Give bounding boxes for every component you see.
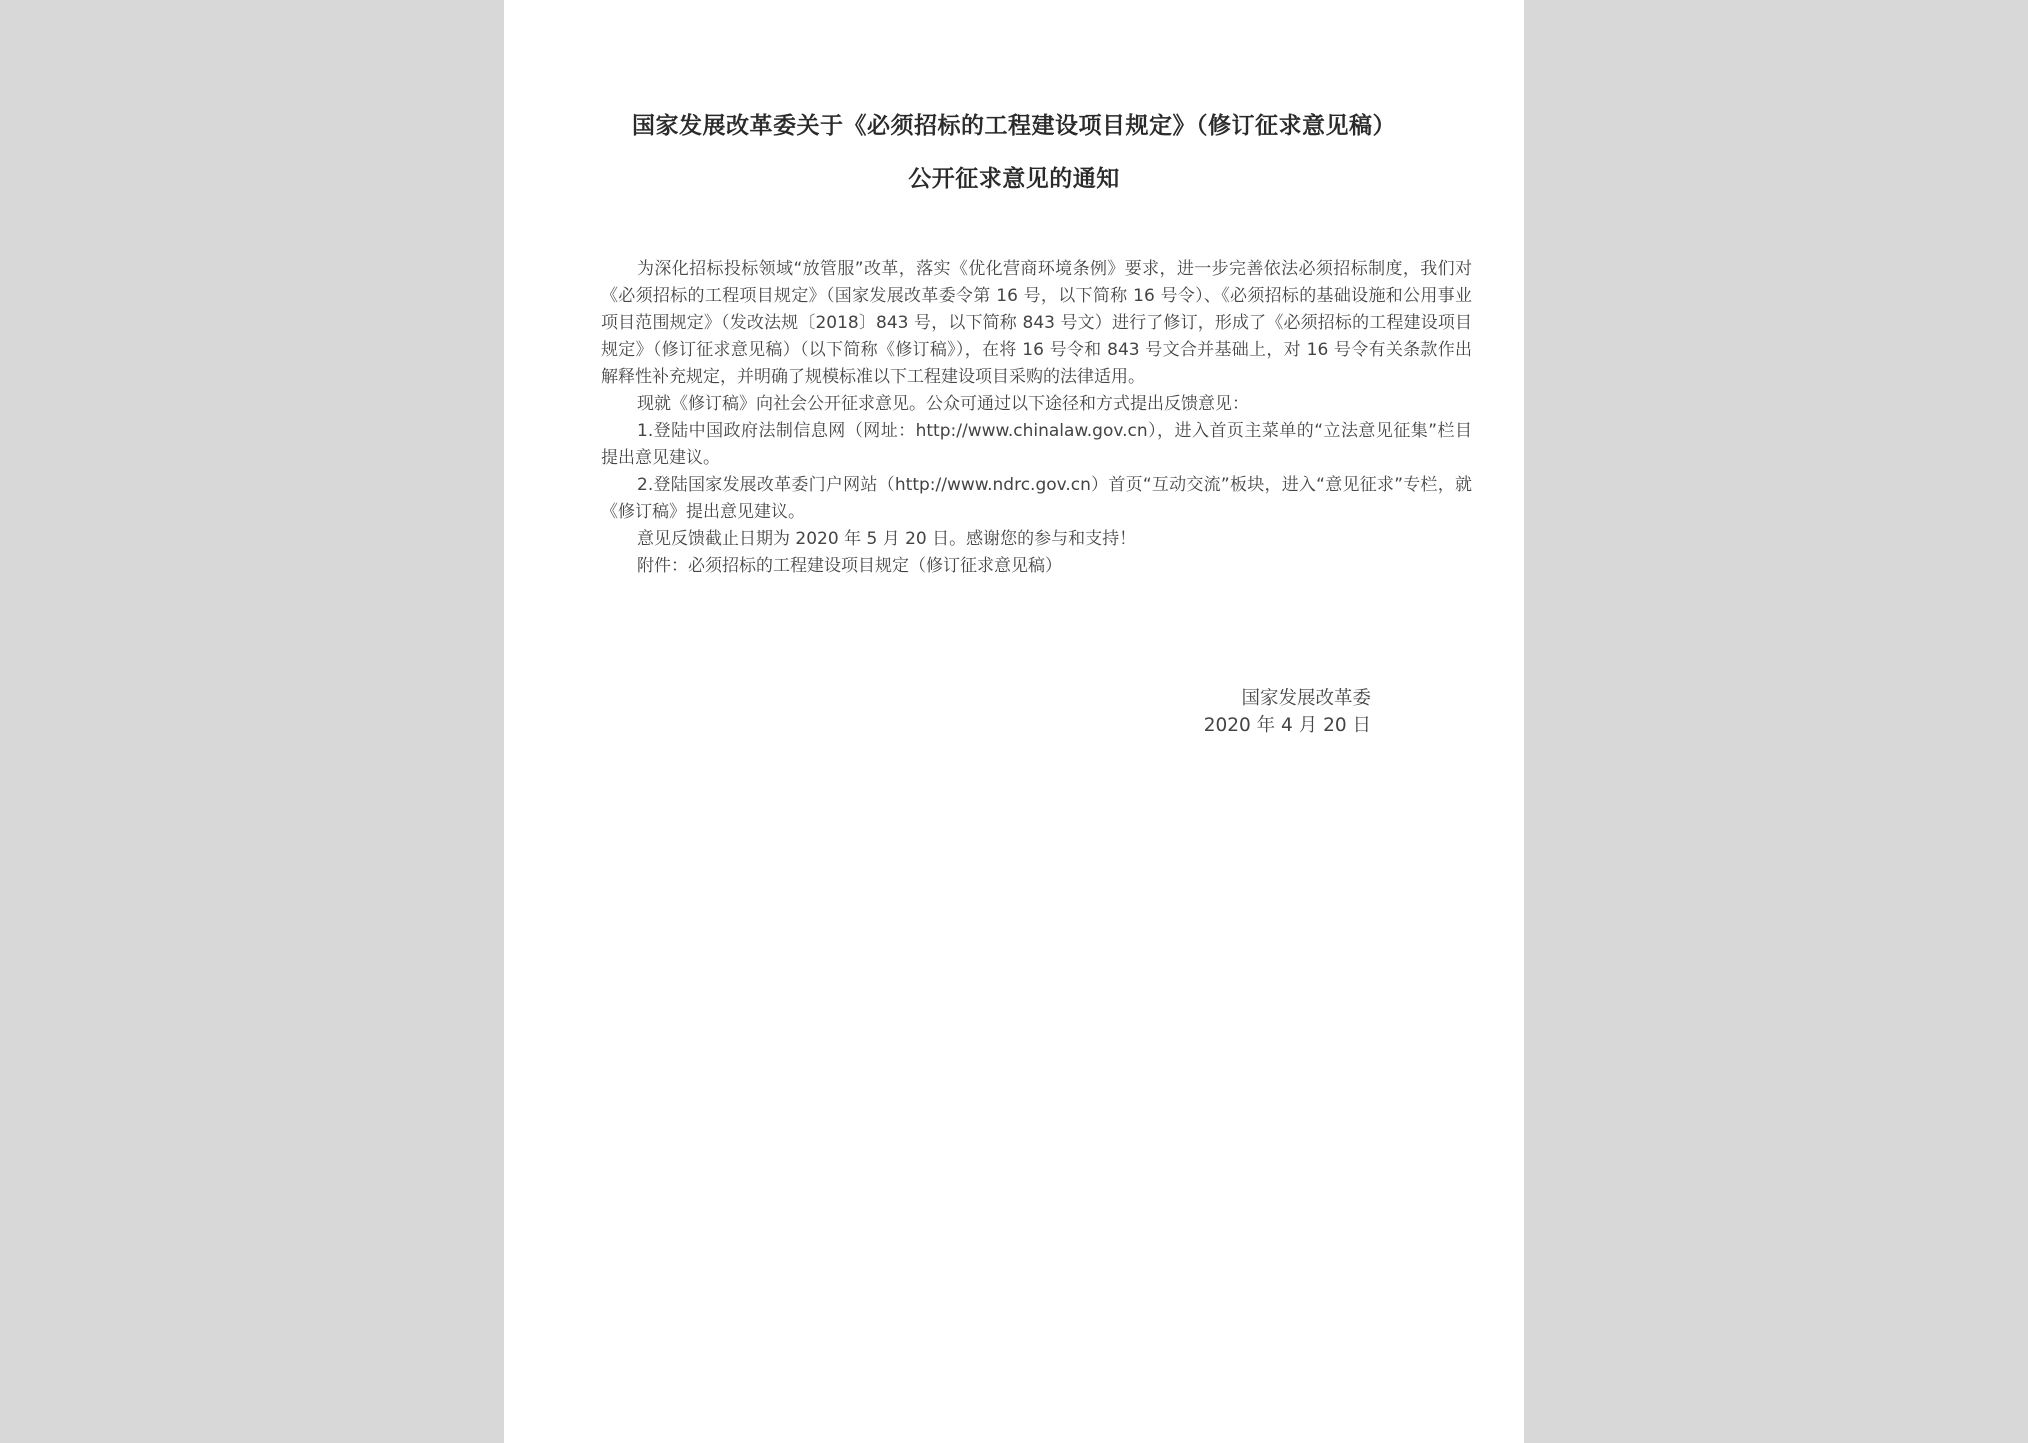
document-title-line-2: 公开征求意见的通知: [908, 165, 1120, 192]
document-title-line-1: 国家发展改革委关于《必须招标的工程建设项目规定》（修订征求意见稿）: [632, 112, 1396, 139]
document-body: [601, 256, 1472, 580]
body-paragraph-channel-2: 2.登陆国家发展改革委门户网站（http://www.ndrc.gov.cn）首页“互动交流”板块，进入“意见征求”专栏，就《修订稿》提出意见建议。: [601, 475, 1472, 522]
body-paragraph-intro: 为深化招标投标领域“放管服”改革，落实《优化营商环境条例》要求，进一步完善依法必须招标制度，我们对《必须招标的工程项目规定》（国家发展改革委令第 16 号，以下简称 16 号令）、《必须招标的基础设施和公用事业项目范围规定》（发改法规〔2018〕843 号，以下简称 843 号文）进行了修订，形成了《必须招标的工程建设项目规定》（修订征求意见稿）（以下简称《修订稿》），在将 16 号令和 843 号文合并基础上，对 16 号令有关条款作出解释性补充规定，并明确了规模标准以下工程建设项目采购的法律适用。: [601, 259, 1472, 387]
body-paragraph-attachment: 附件：必须招标的工程建设项目规定（修订征求意见稿）: [637, 556, 1062, 576]
body-paragraph-call: 现就《修订稿》向社会公开征求意见。公众可通过以下途径和方式提出反馈意见：: [637, 394, 1249, 414]
signature-organization: 国家发展改革委: [1241, 688, 1371, 709]
body-paragraph-channel-1: 1.登陆中国政府法制信息网（网址：http://www.chinalaw.gov.cn），进入首页主菜单的“立法意见征集”栏目提出意见建议。: [601, 421, 1472, 468]
signature-date: 2020 年 4 月 20 日: [1203, 715, 1371, 736]
document-page: [504, 0, 1524, 1443]
body-paragraph-deadline: 意见反馈截止日期为 2020 年 5 月 20 日。感谢您的参与和支持！: [637, 529, 1137, 549]
